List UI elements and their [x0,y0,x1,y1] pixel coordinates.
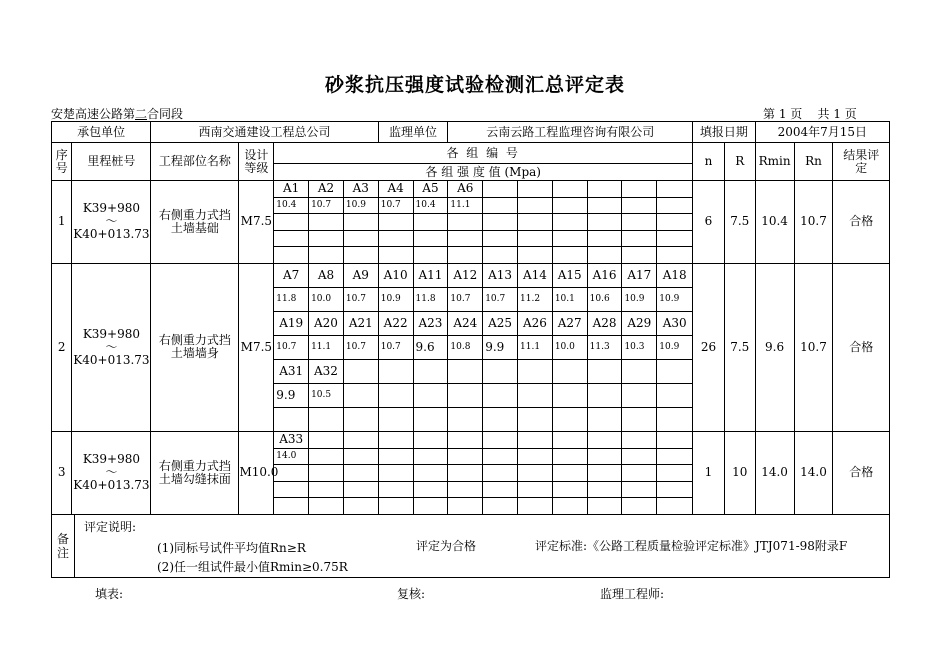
empty-cell [343,498,378,515]
group-code-cell [378,431,413,448]
strength-value-cell: 14.0 [274,448,309,465]
page-title: 砂浆抗压强度试验检测汇总评定表 [324,74,625,96]
group-code-cell: A16 [587,263,622,287]
strength-value-cell [378,230,413,247]
strength-value-cell [622,481,657,498]
group-code-cell: A2 [309,181,344,198]
group-code-cell [483,359,518,383]
strength-value-cell: 11.1 [518,335,553,359]
group-code-cell [343,214,378,231]
col-rn-header: Rn [794,143,833,181]
strength-value-cell [413,230,448,247]
group-code-cell: A23 [413,311,448,335]
empty-cell [622,498,657,515]
empty-cell [274,498,309,515]
remarks-block [51,514,890,579]
empty-cell [657,407,693,431]
strength-value-cell: 10.9 [657,335,693,359]
group-code-cell [343,359,378,383]
group-code-cell: A3 [343,181,378,198]
col-group-no-header: 各 组 编 号 [274,143,693,164]
row-rn: 10.7 [794,181,833,264]
col-result-header: 结果评定 [833,143,890,181]
group-code-cell [309,465,344,482]
station-station-sep: ～ [105,214,118,229]
group-code-cell: A27 [552,311,587,335]
group-code-cell: A25 [483,311,518,335]
group-code-cell [657,431,693,448]
empty-cell [274,407,309,431]
strength-value-cell: 10.4 [413,197,448,214]
strength-value-cell [518,230,553,247]
strength-value-cell [274,481,309,498]
strength-value-cell: 10.5 [309,383,344,407]
group-code-cell [413,431,448,448]
strength-value-cell: 10.7 [343,335,378,359]
group-code-cell [552,181,587,198]
group-code-cell [518,465,553,482]
group-code-cell: A26 [518,311,553,335]
strength-value-cell: 10.8 [448,335,483,359]
group-code-cell: A12 [448,263,483,287]
strength-value-cell [483,383,518,407]
row-seq: 1 [52,181,72,264]
station-station-b: K40+013.73 [73,478,150,493]
group-code-cell [378,359,413,383]
strength-value-cell [483,230,518,247]
strength-value-cell: 10.1 [552,287,587,311]
strength-value-cell [378,481,413,498]
table-row [52,263,890,287]
fill-by-label: 填表: [95,587,124,601]
strength-value-cell: 10.7 [343,287,378,311]
col-r-header: R [724,143,755,181]
date-label: 填报日期 [693,122,755,143]
project-section [51,105,183,122]
strength-value-cell [657,383,693,407]
project-prefix: 安楚高速公路第 [51,107,136,121]
group-code-cell: A28 [587,311,622,335]
strength-value-cell [657,197,693,214]
group-code-cell: A33 [274,431,309,448]
strength-value-cell [483,197,518,214]
strength-value-cell [343,448,378,465]
strength-value-cell [448,230,483,247]
review-label: 复核: [397,587,426,601]
empty-cell [274,247,309,264]
empty-cell [518,498,553,515]
group-code-cell: A5 [413,181,448,198]
strength-value-cell: 10.7 [378,197,413,214]
group-code-cell [343,431,378,448]
empty-cell [309,498,344,515]
empty-cell [448,247,483,264]
empty-cell [378,407,413,431]
group-code-cell: A21 [343,311,378,335]
strength-value-cell [518,481,553,498]
group-code-cell [448,359,483,383]
group-code-cell [413,359,448,383]
group-code-cell: A30 [657,311,693,335]
group-code-cell: A8 [309,263,344,287]
group-code-cell: A6 [448,181,483,198]
strength-value-cell: 10.6 [587,287,622,311]
empty-cell [378,247,413,264]
strength-value-cell [587,230,622,247]
strength-value-cell [552,448,587,465]
row-n: 26 [693,263,725,431]
group-code-cell: A17 [622,263,657,287]
strength-value-cell: 10.9 [378,287,413,311]
strength-value-cell: 11.2 [518,287,553,311]
contractor-label: 承包单位 [52,122,151,143]
group-code-cell: A18 [657,263,693,287]
col-grade-header: 设计等级 [239,143,274,181]
supervisor-label: 监理单位 [378,122,448,143]
group-code-cell [657,181,693,198]
group-code-cell [413,214,448,231]
strength-value-cell: 10.4 [274,197,309,214]
strength-value-cell [309,481,344,498]
group-code-cell [343,465,378,482]
remarks-heading: 评定说明: [84,519,137,534]
strength-value-cell [343,230,378,247]
row-r: 10 [724,431,755,514]
col-group-value-header: 各 组 强 度 值 (Mpa) [274,164,693,181]
group-code-cell: A19 [274,311,309,335]
strength-value-cell: 11.8 [274,287,309,311]
row-n: 6 [693,181,725,264]
group-code-cell [518,214,553,231]
row-grade: M10.0 [239,431,274,514]
group-code-cell [378,214,413,231]
strength-value-cell: 10.9 [343,197,378,214]
row-rn: 14.0 [794,431,833,514]
strength-value-cell: 11.1 [309,335,344,359]
group-code-cell [552,431,587,448]
group-code-cell [587,465,622,482]
group-code-cell [622,214,657,231]
row-seq: 2 [52,263,72,431]
station-station-sep: ～ [105,465,118,480]
group-code-cell: A10 [378,263,413,287]
row-grade: M7.5 [239,263,274,431]
strength-value-cell [622,230,657,247]
strength-value-cell: 9.6 [413,335,448,359]
empty-cell [448,407,483,431]
group-code-cell [274,214,309,231]
empty-cell [657,498,693,515]
group-code-cell [413,465,448,482]
group-code-cell [622,181,657,198]
strength-value-cell: 10.0 [552,335,587,359]
row-station [72,263,151,431]
group-code-cell [587,359,622,383]
group-code-cell [448,431,483,448]
row-result: 合格 [833,431,890,514]
group-code-cell [552,359,587,383]
group-code-cell: A32 [309,359,344,383]
group-code-cell [518,181,553,198]
empty-cell [518,247,553,264]
strength-value-cell: 10.7 [274,335,309,359]
group-code-cell [448,465,483,482]
verdict-text: 评定为合格 [416,538,477,553]
empty-cell [483,247,518,264]
strength-value-cell [483,448,518,465]
row-rmin: 10.4 [755,181,794,264]
row-rmin: 14.0 [755,431,794,514]
group-code-cell [552,465,587,482]
strength-value-cell: 10.7 [448,287,483,311]
group-code-cell: A31 [274,359,309,383]
empty-cell [622,247,657,264]
strength-value-cell [587,383,622,407]
empty-cell [587,247,622,264]
group-code-cell: A24 [448,311,483,335]
group-code-cell [622,465,657,482]
group-code-cell: A9 [343,263,378,287]
strength-value-cell [309,448,344,465]
group-code-cell [657,359,693,383]
strength-value-cell [552,197,587,214]
group-code-cell [309,431,344,448]
strength-value-cell [483,481,518,498]
empty-cell [448,498,483,515]
remarks-label: 备注 [52,514,75,578]
strength-value-cell [309,230,344,247]
strength-value-cell: 10.9 [657,287,693,311]
strength-value-cell: 9.9 [483,335,518,359]
empty-cell [587,498,622,515]
strength-value-cell [622,448,657,465]
strength-value-cell [622,383,657,407]
row-part: 右侧重力式挡土墙墙身 [151,263,239,431]
empty-cell [343,247,378,264]
group-code-cell: A15 [552,263,587,287]
group-code-cell [622,431,657,448]
summary-table [51,121,890,515]
row-station [72,181,151,264]
group-code-cell: A14 [518,263,553,287]
strength-value-cell [413,448,448,465]
col-station-header: 里程桩号 [72,143,151,181]
supervisor-name: 云南云路工程监理咨询有限公司 [448,122,693,143]
row-station [72,431,151,514]
strength-value-cell [657,448,693,465]
group-code-cell [518,431,553,448]
strength-value-cell [587,448,622,465]
group-code-cell: A13 [483,263,518,287]
row-r: 7.5 [724,263,755,431]
row-grade: M7.5 [239,181,274,264]
engineer-label: 监理工程师: [600,587,665,601]
contractor-name: 西南交通建设工程总公司 [151,122,378,143]
empty-cell [552,407,587,431]
station-station-b: K40+013.73 [73,227,150,242]
group-code-cell [448,214,483,231]
empty-cell [587,407,622,431]
empty-cell [518,407,553,431]
group-code-cell [587,431,622,448]
group-code-cell [483,181,518,198]
empty-cell [343,407,378,431]
group-code-cell [274,465,309,482]
strength-value-cell: 10.9 [622,287,657,311]
remarks-rule-2: (2)任一组试件最小值Rmin≥0.75R [157,559,348,574]
col-seq-header: 序号 [52,143,72,181]
station-station-b: K40+013.73 [73,352,150,367]
group-code-cell: A7 [274,263,309,287]
group-code-cell [483,431,518,448]
group-code-cell: A20 [309,311,344,335]
table-row [52,181,890,198]
strength-value-cell [448,481,483,498]
strength-value-cell [518,448,553,465]
group-code-cell: A4 [378,181,413,198]
row-seq: 3 [52,431,72,514]
group-code-cell [483,214,518,231]
group-code-cell: A11 [413,263,448,287]
strength-value-cell: 10.7 [309,197,344,214]
strength-value-cell [413,383,448,407]
row-part: 右侧重力式挡土墙基础 [151,181,239,264]
project-suffix: 合同段 [147,107,184,121]
remarks-rule-1: (1)同标号试件平均值Rn≥R [157,540,306,555]
strength-value-cell [274,230,309,247]
strength-value-cell: 9.9 [274,383,309,407]
row-rmin: 9.6 [755,263,794,431]
group-code-cell [518,359,553,383]
group-code-cell [309,214,344,231]
row-n: 1 [693,431,725,514]
strength-value-cell: 10.0 [309,287,344,311]
strength-value-cell [518,197,553,214]
group-code-cell: A29 [622,311,657,335]
strength-value-cell [448,448,483,465]
empty-cell [309,407,344,431]
strength-value-cell [343,383,378,407]
empty-cell [378,498,413,515]
row-result: 合格 [833,181,890,264]
group-code-cell [483,465,518,482]
strength-value-cell [413,481,448,498]
group-code-cell: A1 [274,181,309,198]
col-part-header: 工程部位名称 [151,143,239,181]
row-rn: 10.7 [794,263,833,431]
strength-value-cell [552,481,587,498]
empty-cell [413,247,448,264]
group-code-cell [657,465,693,482]
strength-value-cell [552,230,587,247]
station-station-a: K39+980 [82,452,141,467]
col-n-header: n [693,143,725,181]
empty-cell [413,498,448,515]
empty-cell [413,407,448,431]
col-rmin-header: Rmin [755,143,794,181]
empty-cell [552,498,587,515]
strength-value-cell [378,383,413,407]
empty-cell [483,498,518,515]
empty-cell [483,407,518,431]
row-result: 合格 [833,263,890,431]
empty-cell [657,247,693,264]
station-station-a: K39+980 [82,326,141,341]
strength-value-cell [378,448,413,465]
strength-value-cell: 11.8 [413,287,448,311]
group-code-cell [378,465,413,482]
station-station-sep: ～ [105,339,118,354]
strength-value-cell [518,383,553,407]
row-part: 右侧重力式挡土墙勾缝抹面 [151,431,239,514]
strength-value-cell [657,230,693,247]
evaluation-standard: 评定标准:《公路工程质量检验评定标准》JTJ071-98附录F [535,538,848,553]
report-date: 2004年7月15日 [755,122,889,143]
strength-value-cell [587,481,622,498]
strength-value-cell [587,197,622,214]
section-number: 二 [135,107,148,121]
empty-cell [552,247,587,264]
group-code-cell [587,181,622,198]
group-code-cell [552,214,587,231]
strength-value-cell: 11.3 [587,335,622,359]
strength-value-cell: 11.1 [448,197,483,214]
station-station-a: K39+980 [82,201,141,216]
empty-cell [622,407,657,431]
group-code-cell [657,214,693,231]
row-r: 7.5 [724,181,755,264]
strength-value-cell: 10.7 [378,335,413,359]
strength-value-cell [448,383,483,407]
group-code-cell [587,214,622,231]
group-code-cell [622,359,657,383]
strength-value-cell: 10.7 [483,287,518,311]
strength-value-cell [622,197,657,214]
strength-value-cell [552,383,587,407]
strength-value-cell [343,481,378,498]
empty-cell [309,247,344,264]
strength-value-cell [657,481,693,498]
table-row [52,431,890,448]
group-code-cell: A22 [378,311,413,335]
strength-value-cell: 10.3 [622,335,657,359]
page-info: 第 1 页 共 1 页 [763,107,857,121]
